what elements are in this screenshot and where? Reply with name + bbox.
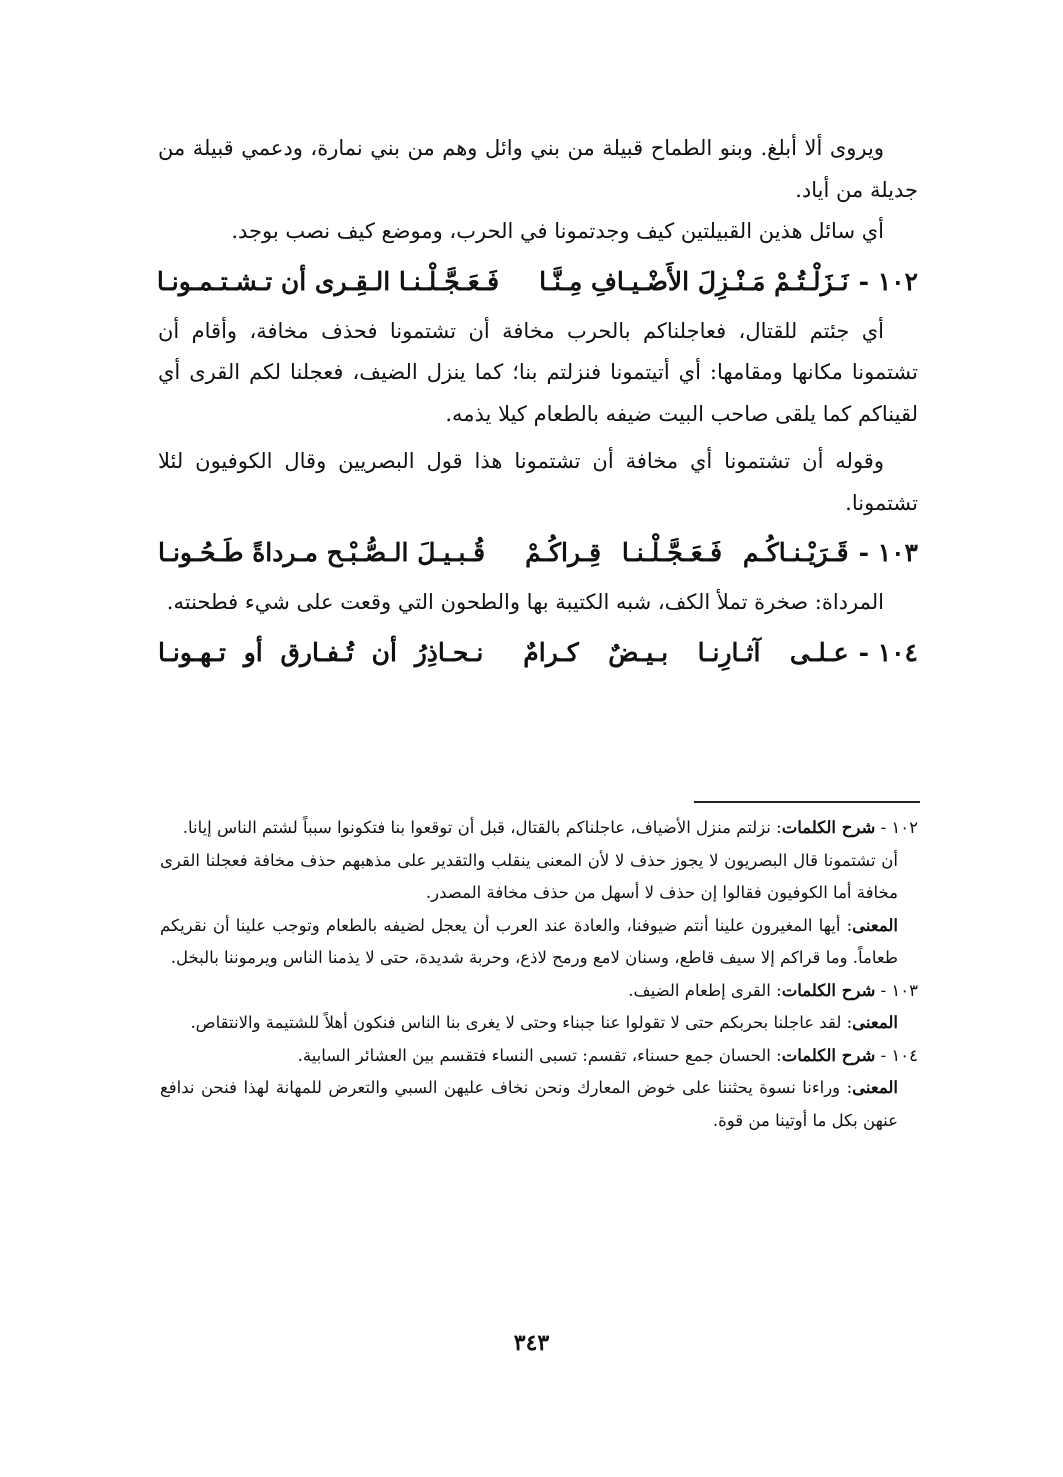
note-104-words-label: شرح الكلمات [781, 1045, 876, 1065]
verse-103 [158, 526, 918, 580]
note-102-prefix: ١٠٢ - [880, 818, 918, 837]
verse-102-first-hemistich: نَـزَلْـتُـمْ مَـنْـزِلَ الأَضْـيـافِ مِـنَّـا [539, 266, 849, 296]
footnotes [160, 812, 918, 1137]
note-103-words [160, 975, 918, 1008]
note-103-meaning [160, 1007, 918, 1040]
note-102-meaning-label: المعنى [852, 915, 898, 935]
paragraph-4: وقوله أن تشتمونا أي مخافة أن تشتمونا هذا قول البصريين وقال الكوفيون لئلا تشتمونا. [158, 449, 918, 515]
note-102-words-label: شرح الكلمات [781, 818, 876, 837]
note-104-meaning [160, 1072, 918, 1137]
note-103-prefix: ١٠٣ - [880, 980, 918, 1000]
note-103-meaning-text: : لقد عاجلنا بحربكم حتى لا تقولوا عنا جبناء وحتى لا يغرى بنا الناس فنكون أهلاً للشتيمة والانتقاص. [190, 1013, 853, 1032]
paragraph-1: ويروى ألا أبلغ. وبنو الطماح قبيلة من بني وائل وهم من بني نمارة، ودعمي قبيلة من جديلة من أياد. [158, 136, 918, 202]
main-text [158, 128, 918, 682]
verse-103-second-hemistich: قُـبـيـلَ الـصُّـبْـح مـرداةً طَـحُـونـا [158, 538, 486, 567]
note-102-words-text: : نزلتم منزل الأضياف، عاجلناكم بالقتال، قبل أن توقعوا بنا فتكونوا سبباً لشتم الناس إيانا. [182, 818, 782, 837]
page-number: ٣٤٣ [513, 1330, 550, 1356]
footnote-separator [694, 801, 920, 803]
note-103-words-text: : القرى إطعام الضيف. [628, 980, 782, 1000]
note-104-words [160, 1040, 918, 1073]
verse-102-number: ١٠٢ - [858, 266, 918, 296]
verse-102 [158, 255, 918, 309]
note-102-words [160, 812, 918, 845]
note-104-meaning-text: : وراءنا نسوة يحثننا على خوض المعارك ونحن نخاف عليهن السبي والتعرض للمهانة لهذا فنحن ندافع عنهن بكل ما أوتينا من قوة. [160, 1078, 898, 1130]
verse-103-number: ١٠٣ - [858, 538, 918, 567]
note-102-meaning [160, 910, 918, 975]
note-103-meaning-label: المعنى [852, 1013, 898, 1032]
note-104-prefix: ١٠٤ - [880, 1045, 918, 1065]
note-102-grammar: أن تشتمونا قال البصريون لا يجوز حذف لا لأن المعنى ينقلب والتقدير على مذهبهم حذف مخافة فعجلنا القرى مخافة أما الكوفيون فقالوا إن حذف لا أسهل من حذف مخافة المصدر. [160, 850, 898, 902]
paragraph-3: أي جئتم للقتال، فعاجلناكم بالحرب مخافة أن تشتمونا فحذف مخافة، وأقام أن تشتمونا مكانها ومقامها: أي أتيتمونا فنزلتم بنا؛ كما ينزل الضيف، فعجلنا لكم القرى أي لقيناكم كما يلقى صاحب البيت ضيفه بالطعام كيلا يذمه. [158, 318, 918, 426]
paragraph-5: المرداة: صخرة تملأ الكف، شبه الكتيبة بها والطحون التي وقعت على شيء فطحنته. [166, 590, 884, 614]
verse-104-number: ١٠٤ - [858, 637, 918, 667]
verse-102-second-hemistich: فَـعَـجَّـلْـنـا الـقِـرى أن تـشـتـمـونـا [156, 266, 500, 296]
note-103-words-label: شرح الكلمات [781, 980, 876, 1000]
paragraph-2: أي سائل هذين القبيلتين كيف وجدتمونا في الحرب، وموضع كيف نصب بوجد. [231, 219, 884, 243]
verse-104-second-hemistich: نـحـاذِرُ أن تُـفـارق أو تـهـونـا [157, 637, 484, 667]
note-104-words-text: : الحسان جمع حسناء، تقسم: تسبى النساء فتقسم بين العشائر السابية. [297, 1045, 782, 1065]
verse-104-first-hemistich: عـلـى آثـارِنـا بـيـضٌ كـرامٌ [523, 637, 849, 667]
verse-103-first-hemistich: قَـرَيْـنـاكُـم فَـعَـجَّـلْـنـا قِـراكُـمْ [525, 538, 849, 567]
note-102-meaning-text: : أيها المغيرون علينا أنتم ضيوفنا، والعادة عند العرب أن يعجل لضيفه بالطعام وتوجب علينا أن نقريكم طعاماً. وما قراكم إلا سيف قاطع، وسنان لامع ورمح لاذع، وحربة شديدة، حتى لا يذمنا الناس ويرموننا بالبخل. [160, 915, 898, 967]
verse-104 [158, 626, 918, 680]
note-104-meaning-label: المعنى [852, 1078, 898, 1097]
